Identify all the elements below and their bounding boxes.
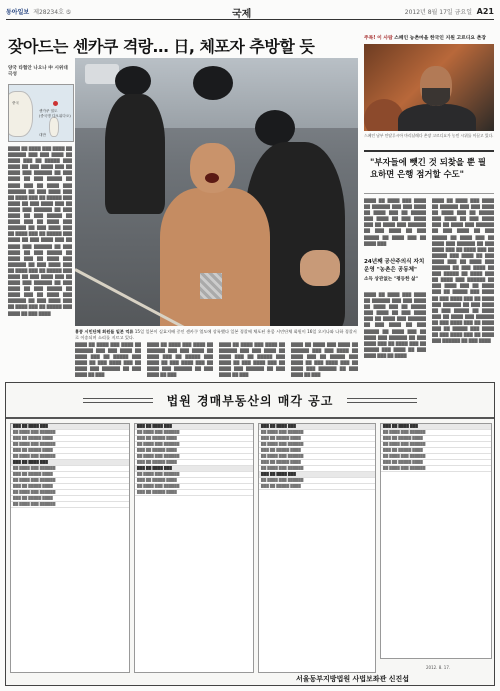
table-row: ██ ████ ███ ██████ <box>135 430 253 436</box>
table-row: ███ ██ █████ ████ <box>259 484 375 490</box>
feature-title: 스페인 농촌마을 한국인 지원 고르디요 촌장 <box>394 36 486 41</box>
table-row: ███ ██ █████ ████ <box>11 472 129 478</box>
table-row: ██ ████ ███ ██████ <box>259 478 375 484</box>
paper-name: 동아일보 <box>6 9 30 16</box>
detained-man-head <box>190 143 235 193</box>
table-header: ███ ██ ████ ███ <box>11 424 129 430</box>
officer-hand <box>300 250 340 286</box>
police-helmet <box>255 110 295 146</box>
table-header: ███ ██ ████ ███ <box>11 460 129 466</box>
table-row: ███ ██ █████ ████ <box>381 448 491 454</box>
issue-date: 2012년 8월 17일 금요일 <box>404 9 472 16</box>
table-header: ███ ██ ████ ███ <box>381 424 491 430</box>
blurred-area <box>200 273 222 299</box>
notice-table <box>134 423 254 673</box>
body-text-column: ████ ██ ████ ███ ████ ██ ██████ ███ ███ ████ ██ ████ ███ ██ █████ ███ ████ ██ ███ ████ ███ ██ ████ ███ ██████ ██ ███ ████ ██ ███ █████ ██ ████ ███ ██ ████ ███ ██████ ██ ███ ████ ███ ██ ████ ███ ██ █████ ███ ████ ██ ███ ████ ███ ██ ████ ███ ██████ ██ ███ ████ ██ ███ █████ ██ ████ ███ ██ ████ ███ ██████ ██ ███ ████ ███ ██ ████ ███ ██ █████ ███ ████ ██ ███ ████ ███ ██ ████ ███ ██████ ██ ███ ████ ██ ███ █████ ██ ████ ███ ██ ████ ███ ██████ ██ ███ ████ ███ ██ ████ ███ ██ █████ ███ ████ ██ ███ ████ ███ ██ ████ ███ ██████ ██ ███ ████ ██ ███ █████ ██ ████ ███ ██ ████ ███ ██████ ██ ███ ████ ███ ██ ████ ███ ██ █████ ███ ████ ██ ███ ████ <box>8 146 72 316</box>
body-text-column: ████ ██ ████ ███ ████ ██ ██████ ███ ███ ████ ██ ████ ███ ██ █████ ███ ████ ██ ███ ████ ███ ██ ████ ███ ██████ ██ ███ ████ ██ ███ █████ ██ ████ ███ ██ ████ ███ <box>364 198 426 246</box>
notice-title-text: 법원 경매부동산의 매각 공고 <box>166 393 334 408</box>
table-row: ███ ██ █████ ████ <box>135 460 253 466</box>
map-label: 중국 <box>12 101 19 105</box>
page-number: A21 <box>476 7 494 16</box>
table-row: ██ ████ ███ ██████ <box>11 442 129 448</box>
shouting-mouth <box>205 173 219 183</box>
table-header: ███ ██ ████ ███ <box>259 424 375 430</box>
masthead <box>6 4 494 20</box>
map-marker <box>53 101 58 106</box>
table-row: ██ ████ ███ ██████ <box>11 502 129 508</box>
table-row: ██ ████ ███ ██████ <box>259 454 375 460</box>
table-row: ██ ████ ███ ██████ <box>11 478 129 484</box>
table-row: ███ ██ █████ ████ <box>135 490 253 496</box>
table-row: ██ ████ ███ ██████ <box>135 472 253 478</box>
notice-issuer: 서울동부지방법원 사법보좌관 신진섭 <box>296 675 410 683</box>
body-text-column: ████ ██ ████ ███ ████ ██ ██████ ███ ███ ████ ██ ████ ███ ██ █████ ███ ████ ██ ███ ████ ███ ██ ████ ███ ██████ ██ ███ ████ ██ ███ <box>219 342 285 378</box>
table-row: ███ ██ █████ ████ <box>11 496 129 502</box>
body-text-column: ████ ██ ████ ███ ████ ██ ██████ ███ ███ ████ ██ ████ ███ ██ █████ ███ ████ ██ ███ ████ ███ ██ ████ ███ ██████ ██ ███ ████ ██ ███ █████ ██ ████ ███ ██ ████ ███ ██████ ██ ███ ████ ███ ██ ████ ███ ██ █████ ███ ████ ██ ███ ████ ███ ██ ████ ███ ██████ ██ ███ ████ ██ ███ █████ ██ ████ ███ ██ ████ ███ ██████ ██ ███ ████ ███ ██ ████ ███ ██ █████ ███ ████ ██ ███ ████ ███ ██ ████ ███ ██████ ██ ███ ████ ██ ███ █████ ██ ████ ███ ██ ████ ███ ██████ ██ ███ ████ ███ ██ ████ ███ ██ █████ ███ ████ ██ ███ ████ ███ ██ ████ ███ ██████ ██ ███ ████ <box>432 198 494 344</box>
detained-man <box>160 188 270 326</box>
table-header: ███ ██ ████ ███ <box>135 466 253 472</box>
feature-subhead: 24년째 공산주의식 자치 운영 "농촌은 공동체" <box>364 259 425 273</box>
map-label: (중국명 댜오위다오) <box>39 114 71 118</box>
feature-subhead: 소득 상관없는 "평등한 삶" <box>364 277 418 282</box>
body-text-column: ████ ██ ████ ███ ████ ██ ██████ ███ ███ ████ ██ ████ ███ ██ █████ ███ ████ ██ ███ ████ ███ ██ ████ ███ ██████ ██ ███ ████ ██ ███ █████ ██ ████ ███ ██ ████ ███ ██████ ██ ███ ████ ███ ██ ████ ███ ██ █████ ███ ████ ██ ███ ████ ███ ██ ████ <box>364 292 426 358</box>
table-row: ███ ██ █████ ████ <box>135 436 253 442</box>
locator-map <box>8 84 74 142</box>
table-row: ██ ████ ███ ██████ <box>259 442 375 448</box>
table-row: ██ ████ ███ ██████ <box>11 454 129 460</box>
map-label: 대만 <box>39 133 46 137</box>
table-row: ██ ████ ███ ██████ <box>259 430 375 436</box>
ship-logo <box>85 64 119 84</box>
feature-quote: "부자들에 뺏긴 것 되찾을 뿐 필요하면 은행 점거할 수도" <box>364 150 494 194</box>
table-row: ██ ████ ███ ██████ <box>381 442 491 448</box>
table-header: ███ ██ ████ ███ <box>259 472 375 478</box>
table-row: ██ ████ ███ ██████ <box>135 484 253 490</box>
table-row: ███ ██ █████ ████ <box>259 460 375 466</box>
main-photo <box>75 58 358 326</box>
body-text-column: ████ ██ ████ ███ ████ ██ ██████ ███ ███ ████ ██ ████ ███ ██ █████ ███ ████ ██ ███ ████ ███ ██ ████ ███ ██████ ██ ███ ████ ██ ███ <box>147 342 213 378</box>
police-helmet <box>193 66 233 100</box>
table-row: ███ ██ █████ ████ <box>259 436 375 442</box>
table-row: ██ ████ ███ ██████ <box>381 430 491 436</box>
lede: 양국 타협안 나오나 中 시위대 극성 <box>8 66 68 78</box>
photo-caption <box>75 329 358 340</box>
body-text-column: ████ ██ ████ ███ ████ ██ ██████ ███ ███ ████ ██ ████ ███ ██ █████ ███ ████ ██ ███ ████ ███ ██ ████ ███ ██████ ██ ███ ████ ██ ███ <box>75 342 141 378</box>
table-row: ██ ████ ███ ██████ <box>135 442 253 448</box>
table-row: ███ ██ █████ ████ <box>135 448 253 454</box>
feature-caption: 스페인 남부 안달루시아 마리날레다 촌장 고르디요가 농민 시위를 이끌고 있다. <box>364 133 494 138</box>
table-row: ██ ████ ███ ██████ <box>11 490 129 496</box>
photo-shirt <box>398 104 476 131</box>
photo-beard <box>422 88 450 106</box>
notice-table <box>10 423 130 673</box>
feature-kicker: 주목! 이 사람 <box>364 36 393 41</box>
section-name: 국제 <box>232 9 252 20</box>
table-row: ███ ██ █████ ████ <box>11 448 129 454</box>
table-row: ██ ████ ███ ██████ <box>11 466 129 472</box>
map-landmass <box>49 117 59 137</box>
table-row: ██ ████ ███ ██████ <box>381 466 491 472</box>
caption-text: 15일 일본이 실효지배 중인 센카쿠 열도에 상륙했다 일본 경찰에 체포된 홍콩 시민단체 회원이 16일 오키나와 나하 경찰서로 이송되며 소리를 지르고 있다. <box>75 329 357 340</box>
map-label: 센카쿠 열도 <box>39 109 58 113</box>
caption-title: 홍콩 시민단체 회원들 일본 억류 <box>75 329 134 334</box>
table-row: ███ ██ █████ ████ <box>381 460 491 466</box>
table-row: ██ ████ ███ ██████ <box>11 430 129 436</box>
notice-table <box>258 423 376 673</box>
issue-number: 제28234호 ⑤ <box>33 9 72 16</box>
body-text-column: ████ ██ ████ ███ ████ ██ ██████ ███ ███ ████ ██ ████ ███ ██ █████ ███ ████ ██ ███ ████ ███ ██ ████ ███ ██████ ██ ███ ████ ██ ███ <box>291 342 358 378</box>
table-header: ███ ██ ████ ███ <box>135 424 253 430</box>
map-landmass <box>8 91 33 137</box>
police-helmet <box>115 66 151 96</box>
main-headline: 잦아드는 센카쿠 격랑… 日, 체포자 추방할 듯 <box>8 37 315 56</box>
feature-photo <box>364 44 494 131</box>
police-officer <box>105 94 165 214</box>
table-row: ███ ██ █████ ████ <box>259 448 375 454</box>
court-auction-notice <box>5 382 495 686</box>
table-row: ███ ██ █████ ████ <box>11 436 129 442</box>
notice-table <box>380 423 492 659</box>
table-row: ██ ████ ███ ██████ <box>259 466 375 472</box>
feature-header <box>364 34 494 43</box>
table-row: ███ ██ █████ ████ <box>135 478 253 484</box>
table-row: ██ ████ ███ ██████ <box>381 454 491 460</box>
notice-date: 2012. 8. 17. <box>426 665 451 670</box>
notice-title <box>6 383 494 419</box>
table-row: ███ ██ █████ ████ <box>381 436 491 442</box>
table-row: ███ ██ █████ ████ <box>11 484 129 490</box>
table-row: ██ ████ ███ ██████ <box>135 454 253 460</box>
